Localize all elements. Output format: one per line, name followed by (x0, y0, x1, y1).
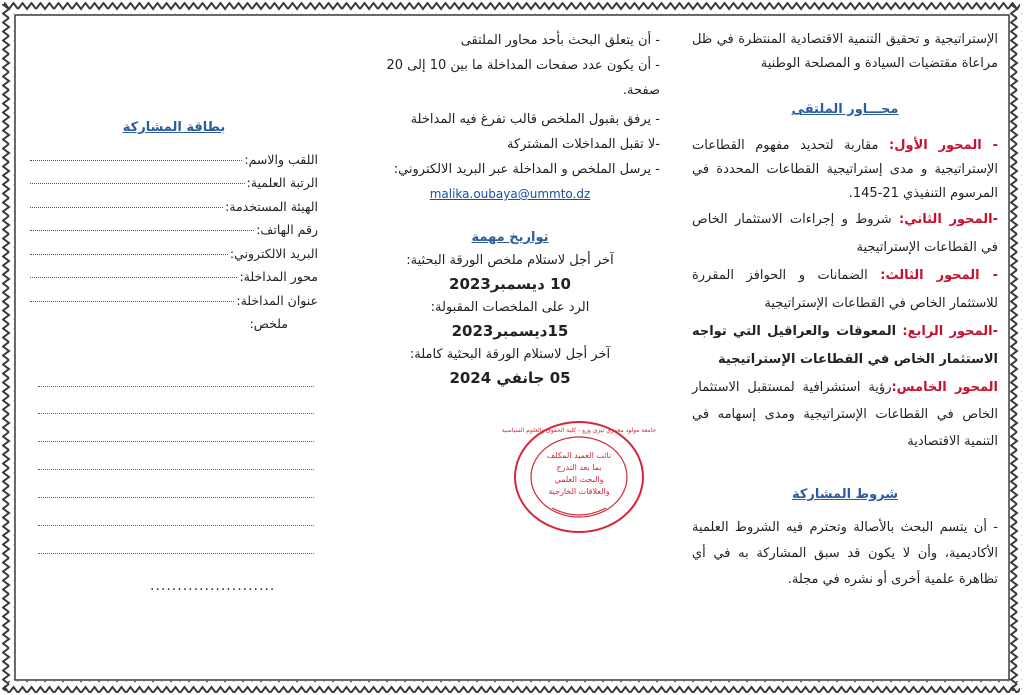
field-institution-label: الهيئة المستخدمة: (225, 198, 318, 214)
field-rank[interactable] (30, 167, 318, 191)
official-stamp (501, 418, 657, 536)
date-1-label: آخر أجل لاستلام ملخص الورقة البحثية: (406, 253, 614, 268)
field-rank-label: الرتبة العلمية: (246, 175, 318, 190)
axis-4 (692, 318, 998, 374)
field-phone-label: رقم الهاتف: (256, 222, 318, 237)
field-phone[interactable] (30, 214, 318, 238)
axis-3 (692, 262, 998, 318)
abstract-line[interactable] (38, 412, 314, 414)
stamp-line-4: والعلاقات الخارجية (548, 487, 610, 496)
abstract-line[interactable] (38, 496, 314, 498)
axes-heading: محـــاور الملتقى (791, 102, 899, 117)
date-3-value: 05 جانفي 2024 (449, 369, 571, 387)
condition-1: - أن يتعلق البحث بأحد محاور الملتقى (460, 33, 660, 48)
stamp-line-1: نائب العميد المكلف (546, 451, 612, 460)
field-name[interactable] (30, 143, 318, 167)
abstract-line[interactable] (38, 440, 314, 442)
stamp-ring-text: جامعة مولود معمري تيزي وزو - كلية الحقوق والعلوم السياسية (501, 427, 657, 434)
axis-1-text: مقاربة لتحديد مفهوم القطاعات الإستراتيجية و مدى إستراتيجية القطاعات المحددة في المرسوم التنفيذي 21-145. (692, 138, 998, 201)
middle-column (360, 28, 660, 391)
field-abstract[interactable] (30, 308, 318, 332)
axis-3-text: الضمانات و الحوافز المقررة للاستثمار الخاص في القطاعات الإستراتيجية (692, 268, 998, 311)
field-title-label: عنوان المداخلة: (236, 292, 318, 308)
intro-text: الإستراتيجية و تحقيق التنمية الاقتصادية المنتظرة في ظل مراعاة مقتضيات السيادة و المصلحة الوطنية (692, 32, 998, 71)
conditions-text: - أن يتسم البحث بالأصالة وتحترم فيه الشروط العلمية الأكاديمية، وأن لا يكون قد سبق المشاركة به في أي تظاهرة علمية أخرى أو نشره في مجلة. (692, 520, 998, 587)
field-name-label: اللقب والاسم: (244, 151, 318, 167)
date-2-label: الرد على الملخصات المقبولة: (430, 300, 590, 315)
field-title[interactable] (30, 284, 318, 308)
date-3-label: آخر أجل لاستلام الورقة البحثية كاملة: (409, 347, 611, 362)
axis-5 (692, 374, 998, 455)
abstract-line[interactable] (38, 385, 314, 387)
axis-3-label: - المحور الثالث: (880, 268, 998, 283)
field-email-label: البريد الالكتروني: (229, 245, 318, 261)
axis-4-label: -المحور الرابع: (902, 324, 998, 339)
abstract-line[interactable] (38, 524, 314, 526)
stamp-line-2: بما بعد التدرج (556, 463, 602, 472)
axis-5-text: رؤية استشرافية لمستقبل الاستثمار الخاص في القطاعات الإستراتيجية ومدى إسهامه في التنمية الاقتصادية (692, 380, 998, 449)
abstract-line[interactable] (38, 468, 314, 470)
condition-3: - يرفق بقبول الملخص قالب تفرغ فيه المداخلة (410, 112, 660, 127)
axis-2-label: -المحور الثاني: (899, 212, 998, 227)
conditions-heading: شروط المشاركة (791, 487, 899, 502)
condition-5: - يرسل الملخص و المداخلة عبر البريد الالكتروني: (393, 162, 660, 177)
contact-email-link[interactable]: malika.oubaya@ummto.dz (429, 187, 591, 201)
field-abstract-label: ملخص: (249, 316, 288, 331)
field-email[interactable] (30, 237, 318, 261)
date-1-value: 10 ديسمبر2023 (449, 275, 571, 293)
email-wrap (360, 182, 660, 207)
date-2-value: 15ديسمبر2023 (451, 322, 569, 340)
condition-4: -لا تقبل المداخلات المشتركة (507, 137, 660, 152)
stamp-line-3: والبحث العلمي (554, 475, 604, 484)
right-column (692, 28, 998, 593)
axis-5-label: المحور الخامس: (891, 380, 998, 395)
axis-4-text: المعوقات والعراقيل التي تواجه الاستثمار الخاص في القطاعات الإستراتيجية (692, 324, 998, 367)
left-column (30, 120, 318, 331)
axis-2 (692, 206, 998, 262)
field-institution[interactable] (30, 190, 318, 214)
abstract-trailing-dots: ....................... (150, 578, 276, 594)
axis-2-text: شروط و إجراءات الاستثمار الخاص في القطاعات الإستراتيجية (692, 212, 998, 255)
axis-1-label: - المحور الأول: (889, 138, 998, 153)
axis-1 (692, 134, 998, 206)
card-heading: بطاقة المشاركة (122, 120, 226, 135)
dates-heading: تواريخ مهمة (471, 230, 549, 245)
abstract-line[interactable] (38, 552, 314, 554)
field-axis-label: محور المداخلة: (239, 269, 318, 284)
field-axis[interactable] (30, 261, 318, 285)
condition-2: - أن يكون عدد صفحات المداخلة ما بين 10 إلى 20 صفحة. (386, 58, 660, 98)
